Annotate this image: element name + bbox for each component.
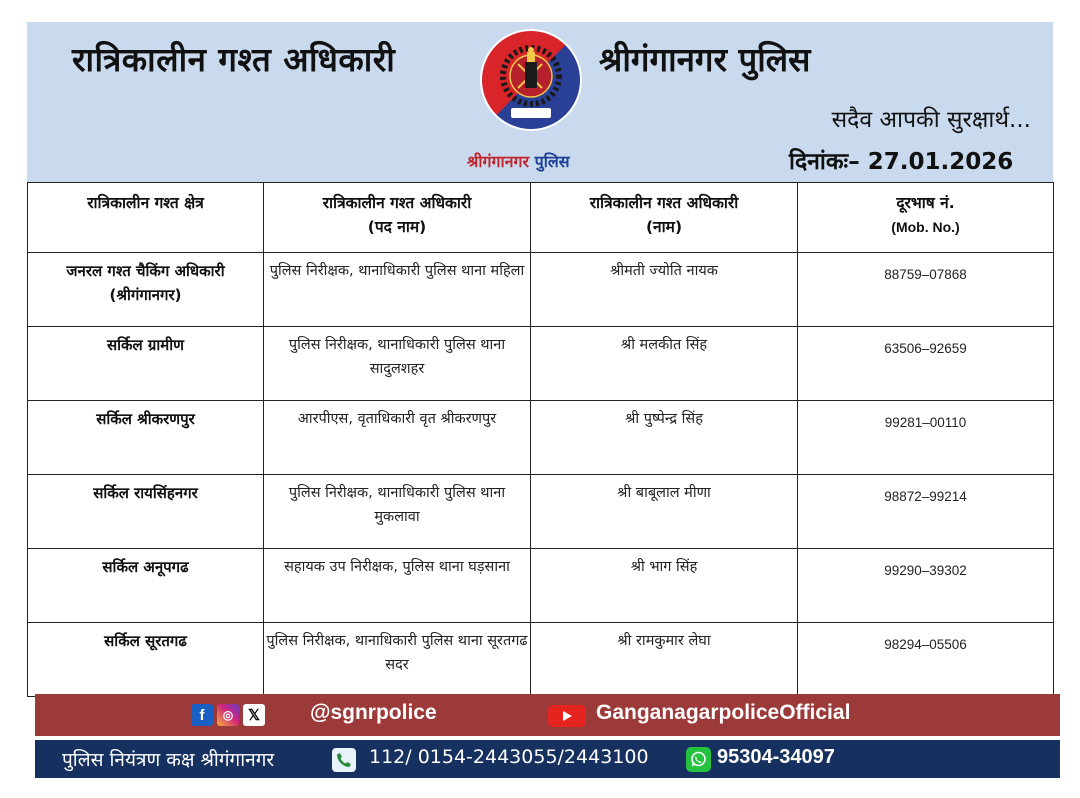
officer-phone: 98294–05506 bbox=[798, 623, 1054, 697]
patrol-area: सर्किल सूरतगढ bbox=[28, 623, 264, 697]
phone-icon bbox=[332, 748, 356, 772]
officer-designation: सहायक उप निरीक्षक, पुलिस थाना घड़साना bbox=[264, 549, 531, 623]
table-header-row bbox=[28, 183, 1054, 253]
org-title: श्रीगंगानगर पुलिस bbox=[599, 40, 811, 79]
header-name-label: रात्रिकालीन गश्त अधिकारी bbox=[589, 194, 739, 212]
header-phone-label: दूरभाष नं. bbox=[896, 194, 955, 212]
social-icons bbox=[191, 704, 265, 726]
officer-phone: 99290–39302 bbox=[798, 549, 1054, 623]
officer-designation: पुलिस निरीक्षक, थानाधिकारी पुलिस थाना सादुलशहर bbox=[264, 327, 531, 401]
patrol-area: सर्किल ग्रामीण bbox=[28, 327, 264, 401]
header-patrol-area-label: रात्रिकालीन गश्त क्षेत्र bbox=[87, 194, 204, 212]
header-patrol-area bbox=[28, 183, 264, 253]
officer-phone: 99281–00110 bbox=[798, 401, 1054, 475]
police-emblem-icon bbox=[478, 26, 584, 134]
officer-name: श्री भाग सिंह bbox=[531, 549, 798, 623]
officer-name: श्री रामकुमार लेघा bbox=[531, 623, 798, 697]
officer-designation: पुलिस निरीक्षक, थानाधिकारी पुलिस थाना सूरतगढ सदर bbox=[264, 623, 531, 697]
page-title: रात्रिकालीन गश्त अधिकारी bbox=[72, 40, 396, 79]
table-row bbox=[28, 549, 1054, 623]
officer-name: श्रीमती ज्योति नायक bbox=[531, 253, 798, 327]
officer-designation: आरपीएस, वृताधिकारी वृत श्रीकरणपुर bbox=[264, 401, 531, 475]
social-handle[interactable]: @sgnrpolice bbox=[310, 701, 437, 724]
table-row bbox=[28, 475, 1054, 549]
table-row bbox=[28, 401, 1054, 475]
officer-designation: पुलिस निरीक्षक, थानाधिकारी पुलिस थाना महिला bbox=[264, 253, 531, 327]
patrol-area: सर्किल रायसिंहनगर bbox=[28, 475, 264, 549]
header-designation-sub: (पद नाम) bbox=[367, 218, 427, 236]
x-icon[interactable]: 𝕏 bbox=[243, 704, 265, 726]
officer-name: श्री मलकीत सिंह bbox=[531, 327, 798, 401]
table-row bbox=[28, 623, 1054, 697]
header-phone bbox=[798, 183, 1054, 253]
header-name-sub: (नाम) bbox=[645, 218, 683, 236]
contact-bar bbox=[35, 740, 1060, 778]
facebook-icon[interactable]: f bbox=[191, 704, 213, 726]
patrol-area: सर्किल अनूपगढ bbox=[28, 549, 264, 623]
control-room-numbers[interactable]: 112/ 0154-2443055/2443100 bbox=[369, 746, 649, 768]
tagline: सदैव आपकी सुरक्षार्थ... bbox=[831, 107, 1031, 133]
officer-phone: 98872–99214 bbox=[798, 475, 1054, 549]
patrol-area: सर्किल श्रीकरणपुर bbox=[28, 401, 264, 475]
header-banner bbox=[27, 22, 1053, 182]
header-designation-label: रात्रिकालीन गश्त अधिकारी bbox=[322, 194, 472, 212]
header-officer-name bbox=[531, 183, 798, 253]
officer-name: श्री बाबूलाल मीणा bbox=[531, 475, 798, 549]
control-room-label: पुलिस नियंत्रण कक्ष श्रीगंगानगर bbox=[62, 749, 275, 771]
date-label: दिनांकः– 27.01.2026 bbox=[789, 149, 1014, 175]
officer-phone: 88759–07868 bbox=[798, 253, 1054, 327]
officer-phone: 63506–92659 bbox=[798, 327, 1054, 401]
whatsapp-number[interactable]: 95304-34097 bbox=[717, 746, 835, 768]
social-bar bbox=[35, 694, 1060, 736]
header-phone-sub: (Mob. No.) bbox=[891, 219, 960, 235]
patrol-officer-table bbox=[27, 182, 1054, 697]
instagram-icon[interactable]: ◎ bbox=[217, 704, 239, 726]
table-row bbox=[28, 253, 1054, 327]
logo-caption-police: पुलिस bbox=[534, 152, 570, 171]
officer-name: श्री पुष्पेन्द्र सिंह bbox=[531, 401, 798, 475]
whatsapp-icon bbox=[686, 747, 711, 772]
youtube-icon[interactable] bbox=[548, 705, 586, 727]
header-officer-designation bbox=[264, 183, 531, 253]
youtube-channel[interactable]: GanganagarpoliceOfficial bbox=[596, 701, 851, 724]
officer-designation: पुलिस निरीक्षक, थानाधिकारी पुलिस थाना मुकलावा bbox=[264, 475, 531, 549]
patrol-area: जनरल गश्त चैकिंग अधिकारी (श्रीगंगानगर) bbox=[28, 253, 264, 327]
logo-caption bbox=[467, 150, 570, 172]
police-logo bbox=[478, 26, 584, 134]
logo-caption-city: श्रीगंगानगर bbox=[467, 152, 530, 171]
table-row bbox=[28, 327, 1054, 401]
